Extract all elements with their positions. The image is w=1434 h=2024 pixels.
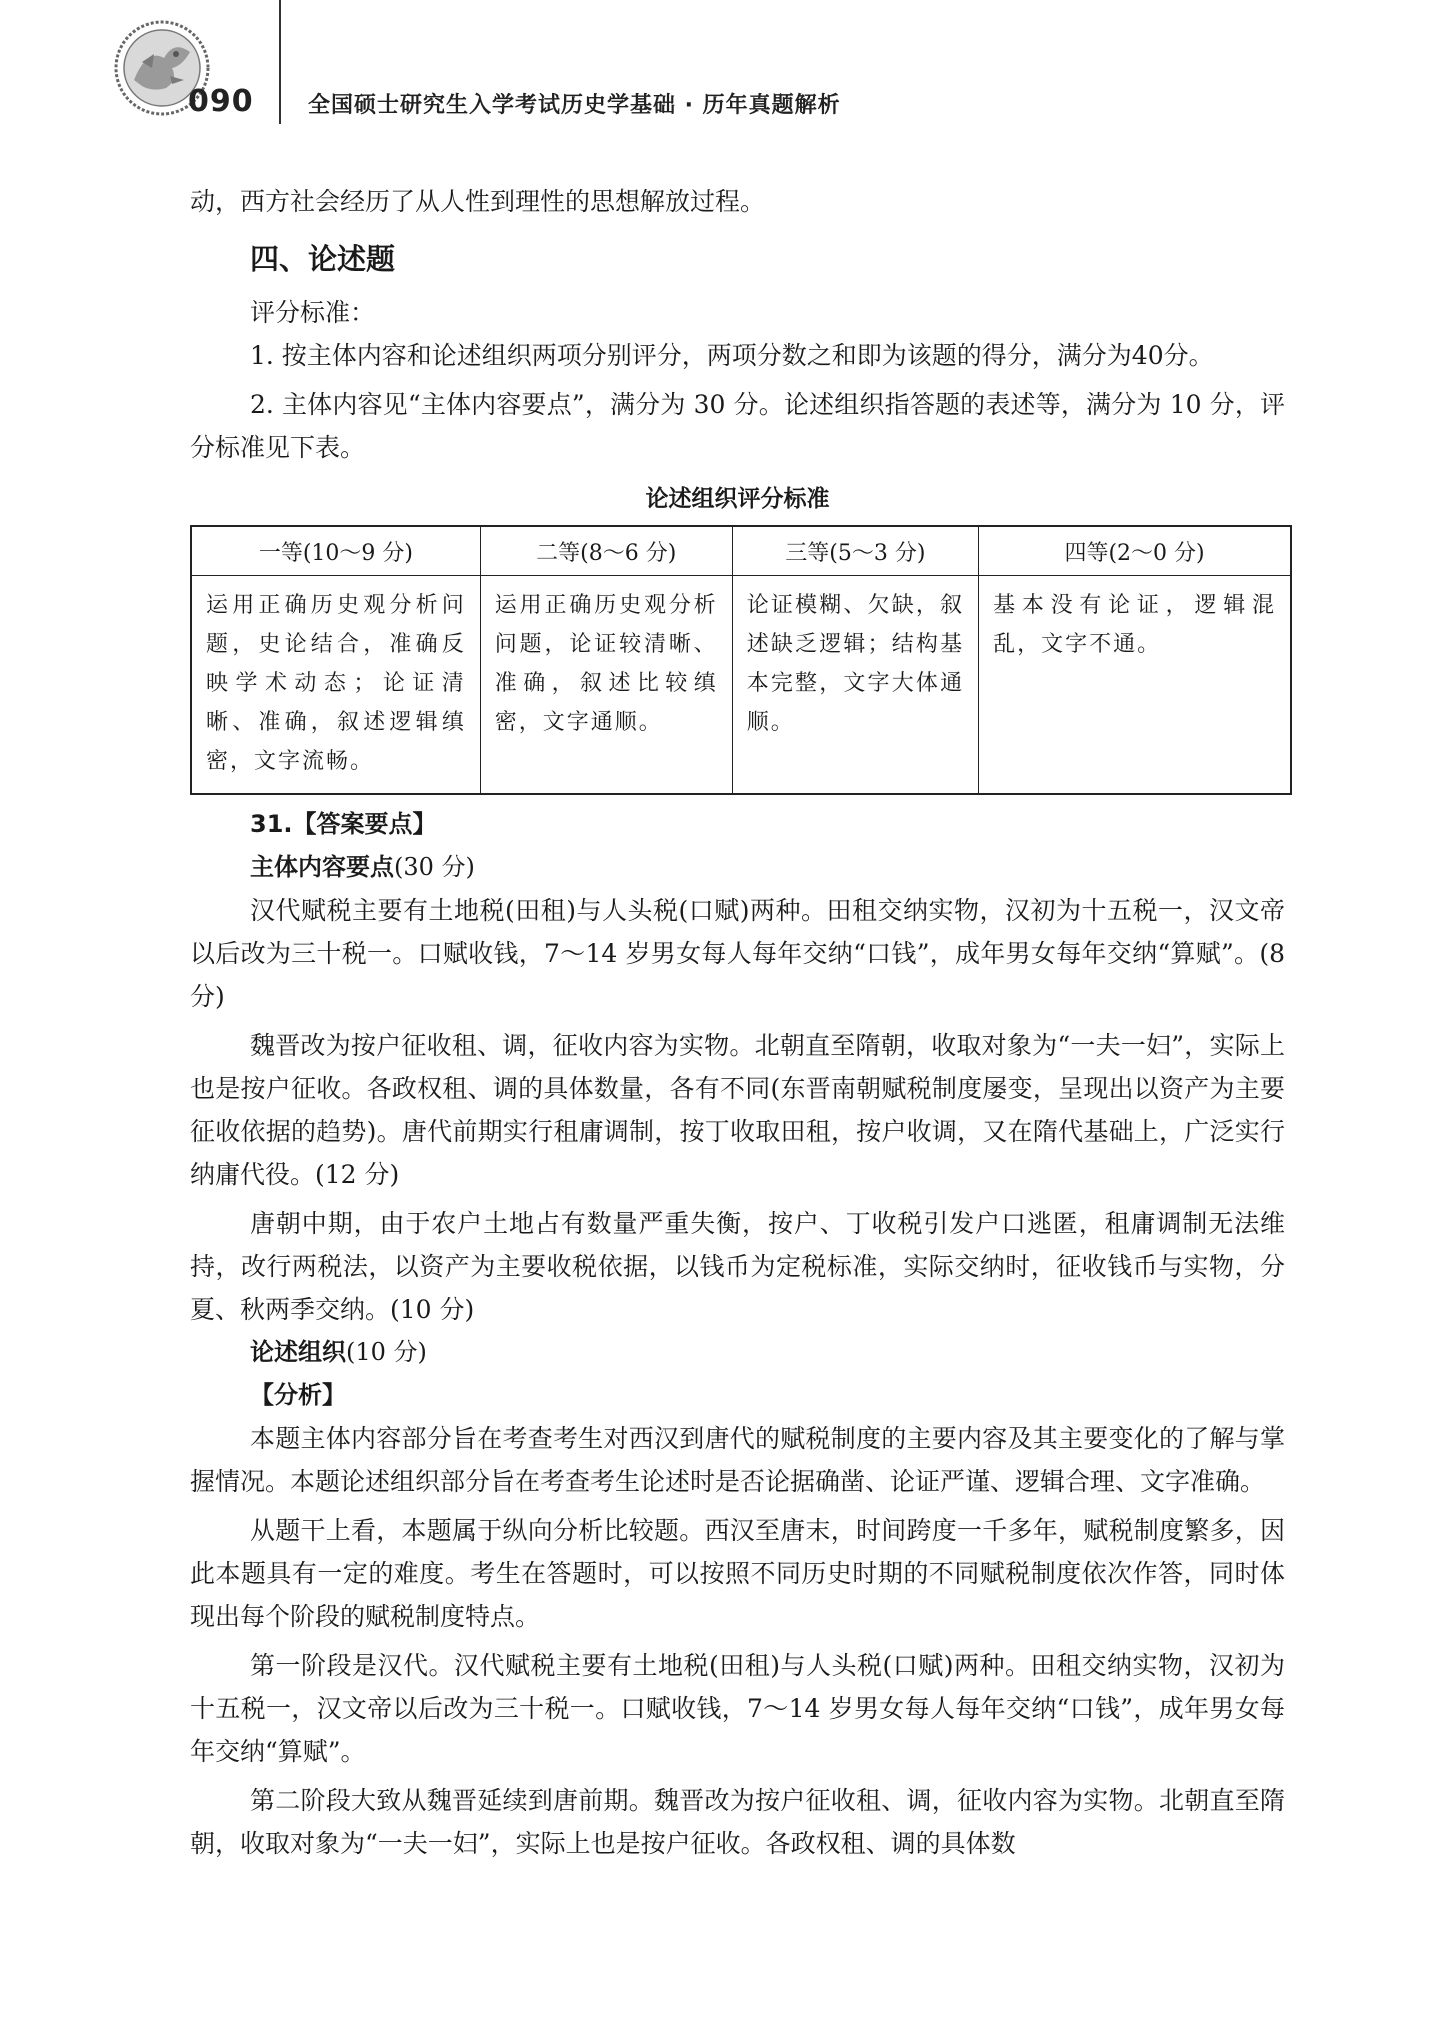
table-title: 论述组织评分标准 <box>645 486 830 512</box>
table-header-cell: 二等(8～6 分) <box>480 526 732 576</box>
organization-label: 论述组织 <box>250 1338 346 1366</box>
table-row <box>191 576 1291 795</box>
section-title: 四、论述题 <box>250 242 396 276</box>
analysis-paragraph: 第一阶段是汉代。汉代赋税主要有土地税(田租)与人头税(口赋)两种。田租交纳实物，汉初为十五税一，汉文帝以后改为三十税一。口赋收钱，7～14 岁男女每人每年交纳“口钱”，成年男女每年交纳“算赋”。 <box>190 1651 1285 1766</box>
scoring-item-1: 1. 按主体内容和论述组织两项分别评分，两项分数之和即为该题的得分，满分为40分。 <box>250 341 1214 370</box>
table-cell: 基本没有论证，逻辑混乱，文字不通。 <box>979 576 1291 795</box>
analysis-paragraph: 本题主体内容部分旨在考查考生对西汉到唐代的赋税制度的主要内容及其主要变化的了解与掌握情况。本题论述组织部分旨在考查考生论述时是否论据确凿、论证严谨、逻辑合理、文字准确。 <box>190 1424 1285 1496</box>
organization-score: (10 分) <box>346 1338 427 1366</box>
main-content-score: (30 分) <box>394 853 475 881</box>
answer-paragraph: 汉代赋税主要有土地税(田租)与人头税(口赋)两种。田租交纳实物，汉初为十五税一，汉文帝以后改为三十税一。口赋收钱，7～14 岁男女每人每年交纳“口钱”，成年男女每年交纳“算赋”。(8 分) <box>190 896 1285 1011</box>
table-header-cell: 一等(10～9 分) <box>191 526 480 576</box>
scoring-item-2: 2. 主体内容见“主体内容要点”，满分为 30 分。论述组织指答题的表述等，满分为 10 分，评分标准见下表。 <box>190 390 1285 462</box>
scoring-label: 评分标准： <box>250 298 376 327</box>
main-content-heading <box>250 846 1285 889</box>
page-number: 090 <box>188 84 254 119</box>
answer-paragraph: 唐朝中期，由于农户土地占有数量严重失衡，按户、丁收税引发户口逃匿，租庸调制无法维持，改行两税法，以资产为主要收税依据，以钱币为定税标准，实际交纳时，征收钱币与实物，分夏、秋两季交纳。(10 分) <box>190 1209 1285 1324</box>
grading-table <box>190 525 1292 795</box>
main-content-label: 主体内容要点 <box>250 853 394 881</box>
organization-heading <box>250 1331 1285 1374</box>
page-body <box>190 180 1285 1865</box>
analysis-label: 【分析】 <box>250 1381 346 1409</box>
table-header-row <box>191 526 1291 576</box>
analysis-paragraph: 第二阶段大致从魏晋延续到唐前期。魏晋改为按户征收租、调，征收内容为实物。北朝直至隋朝，收取对象为“一夫一妇”，实际上也是按户征收。各政权租、调的具体数 <box>190 1786 1285 1858</box>
page-header <box>0 0 1434 140</box>
table-cell: 论证模糊、欠缺，叙述缺乏逻辑；结构基本完整，文字大体通顺。 <box>732 576 978 795</box>
answer-paragraph: 魏晋改为按户征收租、调，征收内容为实物。北朝直至隋朝，收取对象为“一夫一妇”，实际上也是按户征收。各政权租、调的具体数量，各有不同(东晋南朝赋税制度屡变，呈现出以资产为主要征收依据的趋势)。唐代前期实行租庸调制，按丁收取田租，按户收调，又在隋代基础上，广泛实行纳庸代役。(12 分) <box>190 1031 1285 1189</box>
header-divider <box>279 0 281 124</box>
analysis-paragraph: 从题干上看，本题属于纵向分析比较题。西汉至唐末，时间跨度一千多年，赋税制度繁多，因此本题具有一定的难度。考生在答题时，可以按照不同历史时期的不同赋税制度依次作答，同时体现出每个阶段的赋税制度特点。 <box>190 1516 1285 1631</box>
table-cell: 运用正确历史观分析问题，论证较清晰、准确，叙述比较缜密，文字通顺。 <box>480 576 732 795</box>
table-cell: 运用正确历史观分析问题，史论结合，准确反映学术动态；论证清晰、准确，叙述逻辑缜密，文字流畅。 <box>191 576 480 795</box>
intro-line: 动，西方社会经历了从人性到理性的思想解放过程。 <box>190 187 766 216</box>
running-title: 全国硕士研究生入学考试历史学基础 · 历年真题解析 <box>308 93 841 118</box>
answer-label: 31.【答案要点】 <box>250 810 437 838</box>
table-header-cell: 四等(2～0 分) <box>979 526 1291 576</box>
table-header-cell: 三等(5～3 分) <box>732 526 978 576</box>
